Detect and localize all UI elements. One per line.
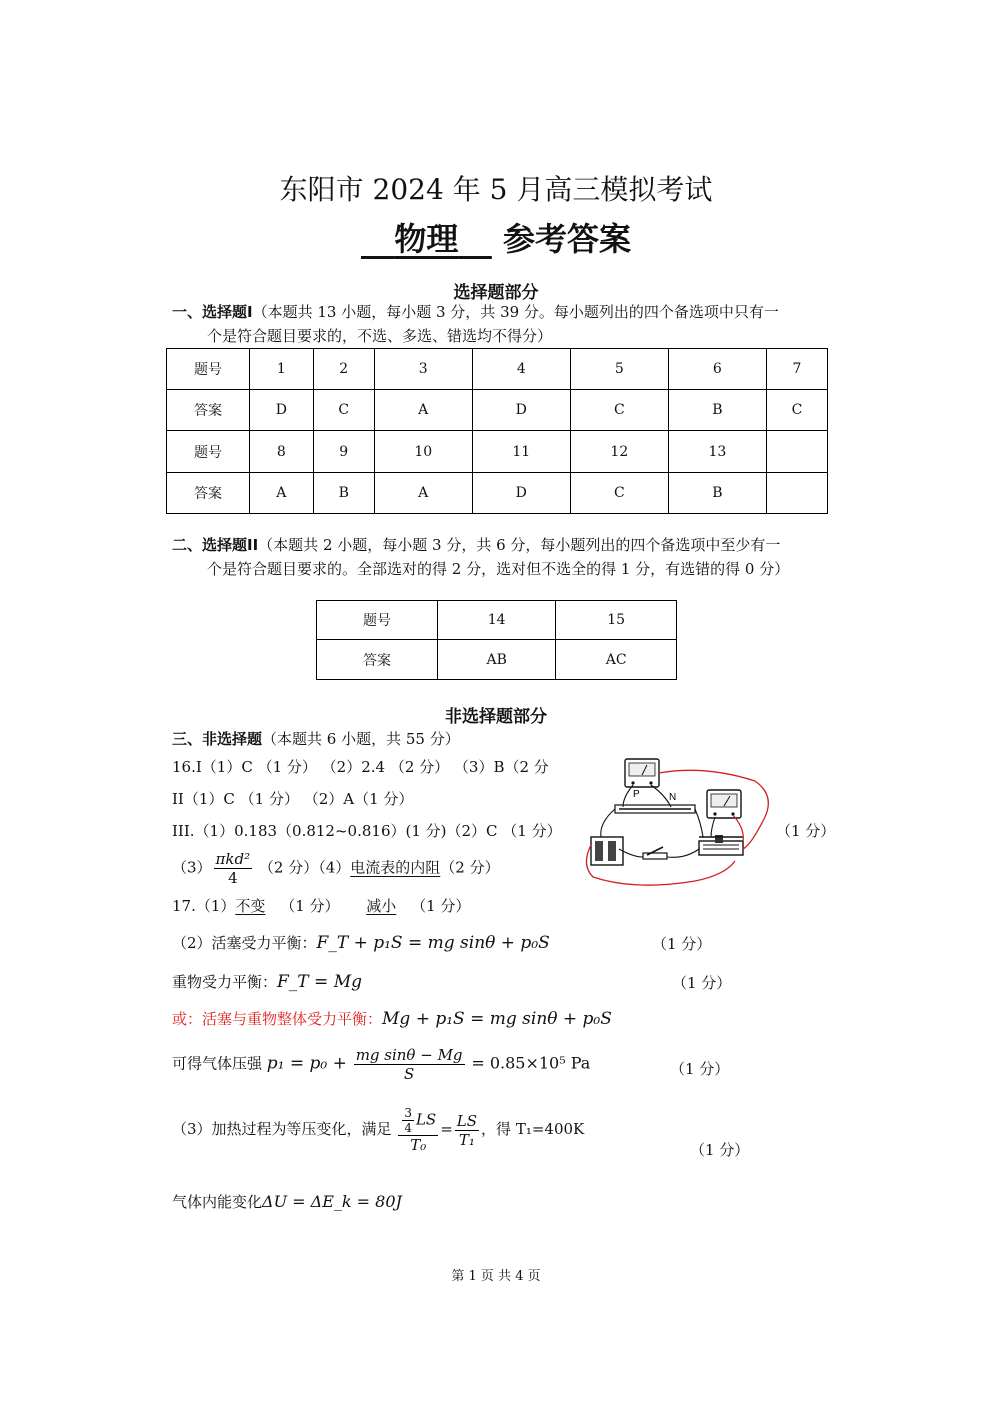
table-row: 答案 A B A D C B bbox=[167, 473, 828, 514]
circuit-diagram bbox=[575, 745, 775, 890]
q16-circuit-score: （1 分） bbox=[776, 822, 836, 840]
q17-2-equation: F_T + p₁S = mg sinθ + p₀S bbox=[316, 933, 550, 953]
q16-line4: （3） $\frac{\text{πkd²}}{4}$ （2 分）（4）电流表的内阻（2 分） bbox=[172, 850, 500, 887]
q16-fraction: $\frac{\text{πkd²}}{4}$ bbox=[215, 850, 251, 887]
q17-pressure-score: （1 分） bbox=[670, 1060, 730, 1078]
q17-pressure-fraction: $\frac{\text{mg sinθ − Mg}}{S}$ bbox=[355, 1046, 463, 1083]
subtitle-rest: 参考答案 bbox=[502, 220, 631, 258]
q16-line3: III.（1）0.183（0.812~0.816）(1 分)（2）C （1 分） bbox=[172, 822, 562, 840]
subject-name: 物理 bbox=[394, 220, 459, 258]
page-number: 第 1 页 共 4 页 bbox=[451, 1269, 541, 1284]
q17-3-score: （1 分） bbox=[672, 974, 732, 992]
q16-line1: 16.I（1）C （1 分） （2）2.4 （2 分） （3）B（2 分 bbox=[172, 758, 549, 776]
q17-heating-fraction-right: $\frac{LS}{\text{T₁}}$ bbox=[456, 1111, 478, 1149]
q17-heating-fraction-left: $\frac{3}{4}$ LS T₀ bbox=[398, 1106, 438, 1154]
answer-table-2 bbox=[316, 600, 677, 680]
q17-alt-equation: Mg + p₁S = mg sinθ + p₀S bbox=[382, 1009, 612, 1029]
q17-answer-b: 减小 bbox=[366, 897, 397, 915]
q17-internal-energy: 气体内能变化ΔU = ΔE_k = 80J bbox=[172, 1192, 402, 1211]
red-added-wire bbox=[586, 770, 768, 885]
q17-heating-score: （1 分） bbox=[690, 1141, 750, 1159]
switch-icon bbox=[643, 847, 667, 859]
q17-heating: （3）加热过程为等压变化，满足 $\frac{3}{4}$ LS T₀ = $\frac{LS}{\text{T₁}}$ ，得 T₁=400K bbox=[172, 1106, 585, 1154]
q17-pressure: 可得气体压强 p₁ = p₀ + $\frac{\text{mg sinθ − Mg}}{S}$ = 0.85×10⁵ Pa bbox=[172, 1046, 591, 1083]
part1-instructions-line2: 个是符合题目要求的，不选、多选、错选均不得分） bbox=[207, 327, 553, 345]
q17-alternative: 或：活塞与重物整体受力平衡：Mg + p₁S = mg sinθ + p₀S bbox=[172, 1009, 612, 1029]
q17-3: 重物受力平衡：F_T = Mg bbox=[172, 972, 362, 992]
part3-instructions: 三、非选择题（本题共 6 小题，共 55 分） bbox=[172, 730, 460, 748]
part2-instructions: 二、选择题II（本题共 2 小题，每小题 3 分，共 6 分，每小题列出的四个备选项中至少有一 bbox=[172, 536, 781, 554]
table-row: 答案 AB AC bbox=[317, 640, 677, 680]
table-row: 题号 8 9 10 11 12 13 bbox=[167, 431, 828, 473]
q17-2: （2）活塞受力平衡：F_T + p₁S = mg sinθ + p₀S bbox=[172, 933, 550, 953]
table-row: 答案 D C A D C B C bbox=[167, 390, 828, 431]
voltmeter-icon bbox=[707, 790, 741, 818]
choice-section-heading: 选择题部分 bbox=[453, 283, 539, 303]
part1-instructions: 一、选择题I（本题共 13 小题，每小题 3 分，共 39 分。每小题列出的四个备选项中只有一 bbox=[172, 303, 779, 321]
table-row: 题号 14 15 bbox=[317, 601, 677, 640]
q16-line2: II（1）C （1 分） （2）A（1 分） bbox=[172, 790, 414, 808]
q17-line1: 17.（1）不变 （1 分） 减小 （1 分） bbox=[172, 897, 471, 915]
label-n: N bbox=[669, 792, 677, 803]
q17-3-equation: F_T = Mg bbox=[277, 972, 362, 992]
rheostat-icon bbox=[699, 835, 743, 855]
answer-table-1 bbox=[166, 348, 828, 514]
q17-2-score: （1 分） bbox=[652, 935, 712, 953]
nonchoice-section-heading: 非选择题部分 bbox=[445, 707, 547, 727]
battery-icon bbox=[591, 837, 623, 865]
document-title: 东阳市 2024 年 5 月高三模拟考试 bbox=[279, 173, 713, 206]
document-subtitle bbox=[0, 214, 992, 260]
table-row: 题号 1 2 3 4 5 6 7 bbox=[167, 349, 828, 390]
q16-underlined-answer: 电流表的内阻 bbox=[350, 858, 441, 877]
label-p: P bbox=[633, 789, 640, 800]
q17-answer-a: 不变 bbox=[235, 897, 266, 915]
resistance-wire bbox=[615, 805, 695, 813]
ammeter-icon bbox=[625, 759, 659, 787]
part2-instructions-line2: 个是符合题目要求的。全部选对的得 2 分，选对但不选全的得 1 分，有选错的得 0 分） bbox=[207, 560, 790, 578]
